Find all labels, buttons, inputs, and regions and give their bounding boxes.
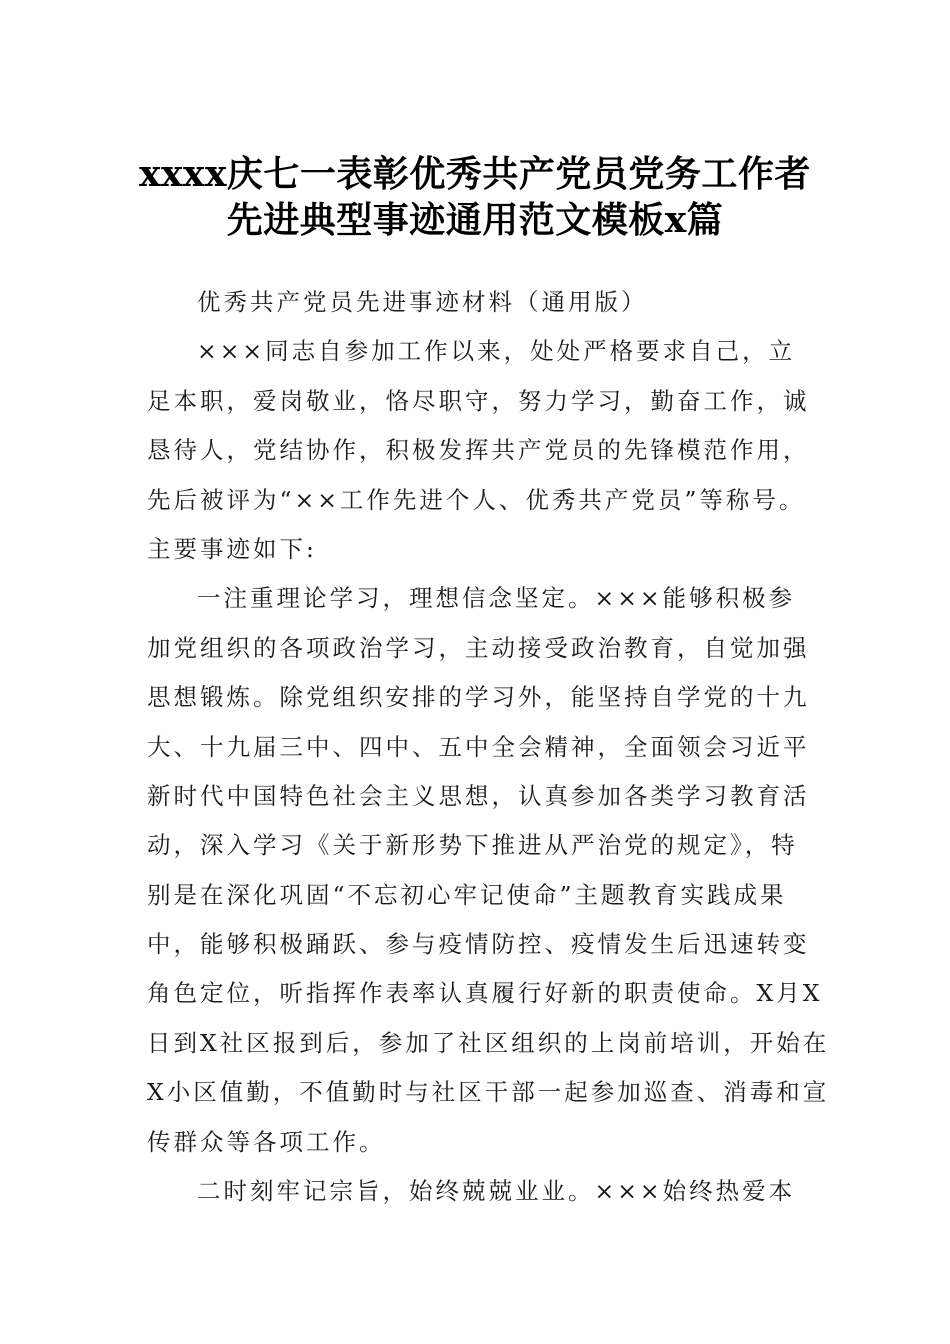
body-line: 思想锻炼。除党组织安排的学习外，能坚持自学党的十九 <box>147 683 810 712</box>
body-line: 优秀共产党员先进事迹材料（通用版） <box>197 288 648 316</box>
body-line: 动，深入学习《关于新形势下推进从严治党的规定》，特 <box>147 831 798 860</box>
body-line: 一注重理论学习，理想信念坚定。×××能够积极参 <box>197 584 796 613</box>
body-line: 先后被评为“××工作先进个人、优秀共产党员”等称号。 <box>147 485 806 514</box>
body-line: 中，能够积极踊跃、参与疫情防控、疫情发生后迅速转变 <box>147 930 810 959</box>
body-line: 二时刻牢记宗旨，始终兢兢业业。×××始终热爱本 <box>197 1177 796 1206</box>
body-line: 日到X社区报到后，参加了社区组织的上岗前培训，开始在 <box>147 1028 830 1057</box>
document-title-line-1: xxxx庆七一表彰优秀共产党员党务工作者 <box>139 153 811 195</box>
body-line: 角色定位，听指挥作表率认真履行好新的职责使命。X月X <box>147 979 823 1008</box>
body-line: 主要事迹如下: <box>147 534 317 563</box>
body-line: 足本职，爱岗敬业，恪尽职守，努力学习，勤奋工作，诚 <box>147 386 810 415</box>
document-body <box>147 278 830 1216</box>
body-line: 大、十九届三中、四中、五中全会精神，全面领会习近平 <box>147 732 810 761</box>
body-line: 加党组织的各项政治学习，主动接受政治教育，自觉加强 <box>147 633 810 662</box>
body-line: X小区值勤，不值勤时与社区干部一起参加巡查、消毒和宣 <box>147 1078 830 1107</box>
body-line: 恳待人，党结协作，积极发挥共产党员的先锋模范作用， <box>147 436 810 465</box>
body-line: 传群众等各项工作。 <box>147 1127 386 1156</box>
document-title-line-2: 先进典型事迹通用范文模板x篇 <box>226 199 724 241</box>
body-line: ×××同志自参加工作以来，处处严格要求自己，立 <box>197 337 796 366</box>
body-line: 别是在深化巩固“不忘初心牢记使命”主题教育实践成果 <box>147 880 787 909</box>
body-line: 新时代中国特色社会主义思想，认真参加各类学习教育活 <box>147 781 810 810</box>
